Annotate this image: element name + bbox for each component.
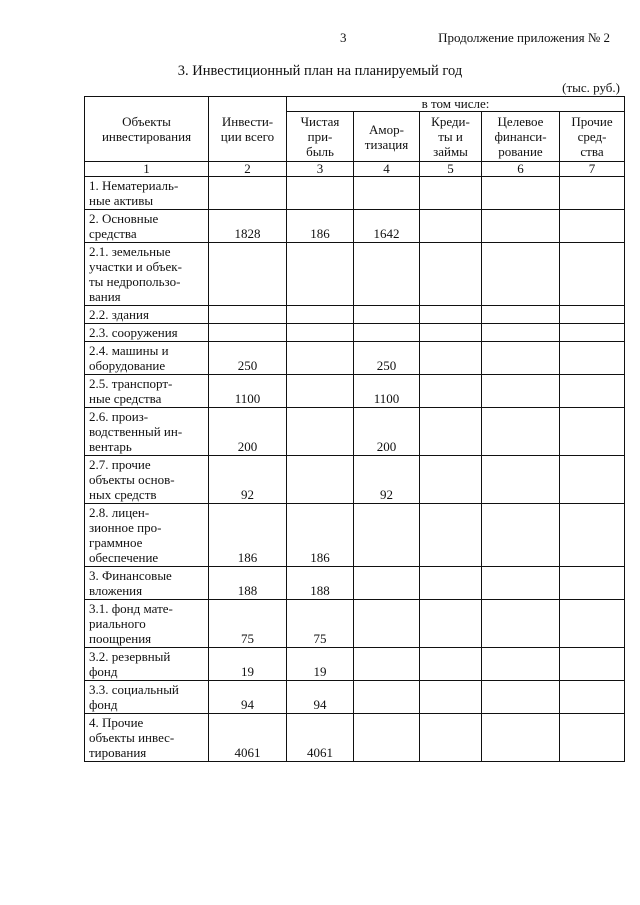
cell-amortization xyxy=(354,600,420,648)
cell-total: 186 xyxy=(209,504,287,567)
header-including: в том числе: xyxy=(287,97,625,112)
cell-amortization: 92 xyxy=(354,456,420,504)
column-number: 1 xyxy=(85,162,209,177)
cell-other-funds xyxy=(560,567,625,600)
cell-credits xyxy=(420,567,482,600)
cell-total: 250 xyxy=(209,342,287,375)
page-number: 3 xyxy=(340,30,347,45)
cell-total: 1828 xyxy=(209,210,287,243)
cell-net-profit: 186 xyxy=(287,504,354,567)
cell-target-financing xyxy=(482,714,560,762)
cell-net-profit xyxy=(287,408,354,456)
cell-amortization xyxy=(354,504,420,567)
cell-credits xyxy=(420,210,482,243)
table-row xyxy=(85,648,625,681)
table-row xyxy=(85,306,625,324)
cell-credits xyxy=(420,681,482,714)
cell-total: 188 xyxy=(209,567,287,600)
cell-target-financing xyxy=(482,306,560,324)
cell-target-financing xyxy=(482,177,560,210)
table-body xyxy=(85,177,625,762)
header-amortization: Амор- тизация xyxy=(354,112,420,162)
table-row xyxy=(85,177,625,210)
row-label: 2.7. прочие объекты основ- ных средств xyxy=(85,456,209,504)
cell-credits xyxy=(420,648,482,681)
cell-net-profit xyxy=(287,177,354,210)
header-row-top xyxy=(85,97,625,112)
row-label: 2.6. произ- водственный ин- вентарь xyxy=(85,408,209,456)
cell-total: 75 xyxy=(209,600,287,648)
cell-net-profit xyxy=(287,243,354,306)
cell-other-funds xyxy=(560,306,625,324)
cell-target-financing xyxy=(482,210,560,243)
row-label: 2. Основные средства xyxy=(85,210,209,243)
row-label: 1. Нематериаль- ные активы xyxy=(85,177,209,210)
cell-total: 200 xyxy=(209,408,287,456)
cell-total: 19 xyxy=(209,648,287,681)
cell-net-profit: 94 xyxy=(287,681,354,714)
investment-plan-table xyxy=(84,96,625,762)
table-row xyxy=(85,375,625,408)
cell-net-profit: 4061 xyxy=(287,714,354,762)
cell-other-funds xyxy=(560,324,625,342)
cell-other-funds xyxy=(560,210,625,243)
row-label: 3.1. фонд мате- риального поощрения xyxy=(85,600,209,648)
header-target-financing: Целевое финанси- рование xyxy=(482,112,560,162)
cell-target-financing xyxy=(482,342,560,375)
cell-credits xyxy=(420,324,482,342)
row-label: 2.4. машины и оборудование xyxy=(85,342,209,375)
cell-amortization: 1642 xyxy=(354,210,420,243)
row-label: 3.3. социальный фонд xyxy=(85,681,209,714)
cell-net-profit: 75 xyxy=(287,600,354,648)
cell-amortization xyxy=(354,714,420,762)
cell-target-financing xyxy=(482,243,560,306)
cell-target-financing xyxy=(482,375,560,408)
header-objects: Объекты инвестирования xyxy=(85,97,209,162)
table-row xyxy=(85,456,625,504)
cell-other-funds xyxy=(560,648,625,681)
cell-other-funds xyxy=(560,342,625,375)
table-row xyxy=(85,714,625,762)
cell-net-profit xyxy=(287,306,354,324)
cell-net-profit xyxy=(287,324,354,342)
cell-amortization xyxy=(354,177,420,210)
cell-other-funds xyxy=(560,408,625,456)
cell-credits xyxy=(420,456,482,504)
document-title: 3. Инвестиционный план на планируемый год xyxy=(177,63,463,79)
cell-amortization xyxy=(354,567,420,600)
cell-total xyxy=(209,243,287,306)
cell-amortization: 200 xyxy=(354,408,420,456)
cell-credits xyxy=(420,504,482,567)
cell-other-funds xyxy=(560,375,625,408)
column-number: 2 xyxy=(209,162,287,177)
cell-total: 4061 xyxy=(209,714,287,762)
cell-net-profit: 188 xyxy=(287,567,354,600)
cell-amortization xyxy=(354,681,420,714)
row-label: 2.5. транспорт- ные средства xyxy=(85,375,209,408)
cell-total: 1100 xyxy=(209,375,287,408)
column-number: 7 xyxy=(560,162,625,177)
cell-total xyxy=(209,324,287,342)
row-label: 3.2. резервный фонд xyxy=(85,648,209,681)
table-row xyxy=(85,567,625,600)
table-row xyxy=(85,504,625,567)
cell-credits xyxy=(420,342,482,375)
table-row xyxy=(85,324,625,342)
cell-credits xyxy=(420,306,482,324)
column-number: 3 xyxy=(287,162,354,177)
cell-other-funds xyxy=(560,714,625,762)
cell-amortization xyxy=(354,648,420,681)
cell-target-financing xyxy=(482,408,560,456)
table-row xyxy=(85,210,625,243)
cell-net-profit: 19 xyxy=(287,648,354,681)
cell-amortization xyxy=(354,324,420,342)
header-total: Инвести- ции всего xyxy=(209,97,287,162)
cell-target-financing xyxy=(482,648,560,681)
row-label: 4. Прочие объекты инвес- тирования xyxy=(85,714,209,762)
cell-net-profit: 186 xyxy=(287,210,354,243)
cell-total xyxy=(209,306,287,324)
cell-total xyxy=(209,177,287,210)
cell-other-funds xyxy=(560,600,625,648)
table-row xyxy=(85,243,625,306)
cell-total: 92 xyxy=(209,456,287,504)
column-number: 6 xyxy=(482,162,560,177)
header-credits: Креди- ты и займы xyxy=(420,112,482,162)
table-row xyxy=(85,408,625,456)
table-row xyxy=(85,342,625,375)
cell-amortization xyxy=(354,243,420,306)
cell-other-funds xyxy=(560,681,625,714)
cell-total: 94 xyxy=(209,681,287,714)
cell-amortization: 250 xyxy=(354,342,420,375)
cell-credits xyxy=(420,600,482,648)
row-label: 2.8. лицен- зионное про- граммное обеспечение xyxy=(85,504,209,567)
column-number: 4 xyxy=(354,162,420,177)
cell-target-financing xyxy=(482,567,560,600)
cell-amortization: 1100 xyxy=(354,375,420,408)
cell-other-funds xyxy=(560,177,625,210)
cell-amortization xyxy=(354,306,420,324)
cell-credits xyxy=(420,243,482,306)
cell-target-financing xyxy=(482,456,560,504)
cell-target-financing xyxy=(482,504,560,567)
column-number: 5 xyxy=(420,162,482,177)
cell-net-profit xyxy=(287,456,354,504)
row-label: 2.1. земельные участки и объек- ты недропользо- вания xyxy=(85,243,209,306)
cell-target-financing xyxy=(482,324,560,342)
cell-other-funds xyxy=(560,243,625,306)
row-label: 2.3. сооружения xyxy=(85,324,209,342)
cell-credits xyxy=(420,177,482,210)
header-other-funds: Прочие сред- ства xyxy=(560,112,625,162)
cell-credits xyxy=(420,375,482,408)
cell-credits xyxy=(420,714,482,762)
row-label: 3. Финансовые вложения xyxy=(85,567,209,600)
header-net-profit: Чистая при- быль xyxy=(287,112,354,162)
cell-other-funds xyxy=(560,504,625,567)
cell-target-financing xyxy=(482,681,560,714)
table-row xyxy=(85,681,625,714)
table-row xyxy=(85,600,625,648)
row-label: 2.2. здания xyxy=(85,306,209,324)
cell-credits xyxy=(420,408,482,456)
cell-other-funds xyxy=(560,456,625,504)
unit-note: (тыс. руб.) xyxy=(562,80,620,95)
cell-target-financing xyxy=(482,600,560,648)
continuation-label: Продолжение приложения № 2 xyxy=(438,30,610,45)
cell-net-profit xyxy=(287,375,354,408)
column-numbers-row xyxy=(85,162,625,177)
cell-net-profit xyxy=(287,342,354,375)
